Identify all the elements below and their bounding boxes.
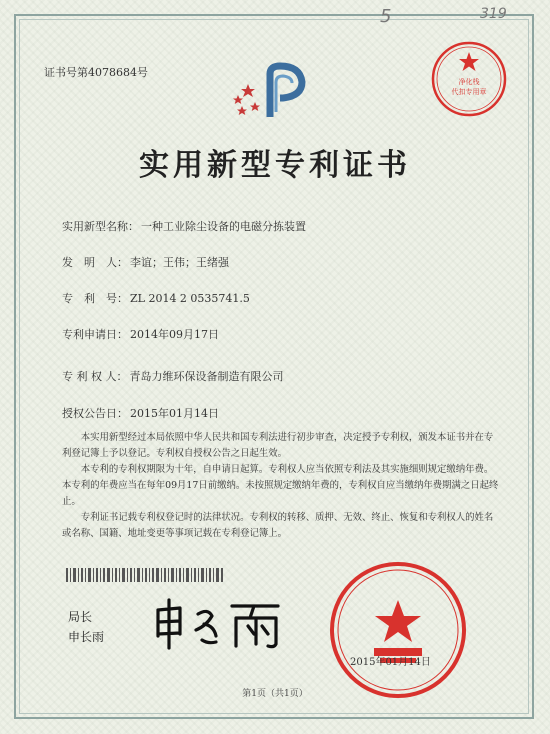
field-application-date bbox=[62, 326, 219, 342]
officer-name: 申长雨 bbox=[68, 630, 105, 644]
seal-date: 2015年01月14日 bbox=[350, 657, 431, 668]
svg-text:净化栈: 净化栈 bbox=[458, 78, 480, 86]
certificate-number: 证书号第4078684号 bbox=[44, 66, 148, 79]
field-value: 2015年01月14日 bbox=[130, 407, 219, 420]
field-label: 专利申请日： bbox=[62, 328, 128, 341]
paragraph-legal-status: 专利证书记载专利权登记时的法律状况。专利权的转移、质押、无效、终止、恢复和专利权人的姓名或名称、国籍、地址变更等事项记载在专利登记簿上。 bbox=[62, 512, 494, 539]
field-label: 专 利 号： bbox=[62, 292, 128, 305]
company-seal-icon bbox=[430, 40, 508, 118]
field-label: 授权公告日： bbox=[62, 407, 128, 420]
field-patent-number bbox=[62, 290, 250, 306]
official-seal-icon bbox=[328, 560, 468, 700]
handwritten-mark-left: 5 bbox=[380, 6, 392, 27]
page-footer: 第1页（共1页） bbox=[242, 689, 308, 699]
field-utility-model-name bbox=[62, 218, 306, 234]
field-value: 2014年09月17日 bbox=[130, 328, 219, 341]
field-value: 青岛力维环保设备制造有限公司 bbox=[129, 370, 284, 383]
field-label: 发 明 人： bbox=[62, 256, 128, 269]
paragraph-term: 本专利的专利权期限为十年，自申请日起算。专利权人应当依照专利法及其实施细则规定缴纳年费。本专利的年费应当在每年09月17日前缴纳。未按照规定缴纳年费的，专利权自应当缴纳年费期满之日起终止。 bbox=[62, 464, 499, 507]
sipo-logo-icon bbox=[228, 62, 328, 122]
barcode-icon bbox=[66, 568, 226, 582]
field-label: 专 利 权 人： bbox=[62, 370, 128, 383]
handwritten-signature bbox=[150, 596, 290, 650]
field-grant-date bbox=[62, 405, 219, 421]
field-value: 一种工业除尘设备的电磁分拣装置 bbox=[141, 220, 306, 233]
paragraph-grant: 本实用新型经过本局依照中华人民共和国专利法进行初步审查，决定授予专利权，颁发本证书并在专利登记簿上予以登记。专利权自授权公告之日起生效。 bbox=[62, 432, 494, 459]
field-value: 李谊；王伟；王绪强 bbox=[130, 256, 229, 269]
field-value: ZL 2014 2 0535741.5 bbox=[130, 292, 250, 305]
officer-title: 局长 bbox=[68, 610, 93, 624]
document-title: 实用新型专利证书 bbox=[139, 148, 411, 183]
field-inventors bbox=[62, 254, 229, 270]
svg-text:代扣专用章: 代扣专用章 bbox=[451, 88, 487, 96]
field-patentee bbox=[62, 368, 284, 384]
field-label: 实用新型名称： bbox=[62, 220, 139, 233]
handwritten-mark-right: 319 bbox=[480, 6, 507, 22]
